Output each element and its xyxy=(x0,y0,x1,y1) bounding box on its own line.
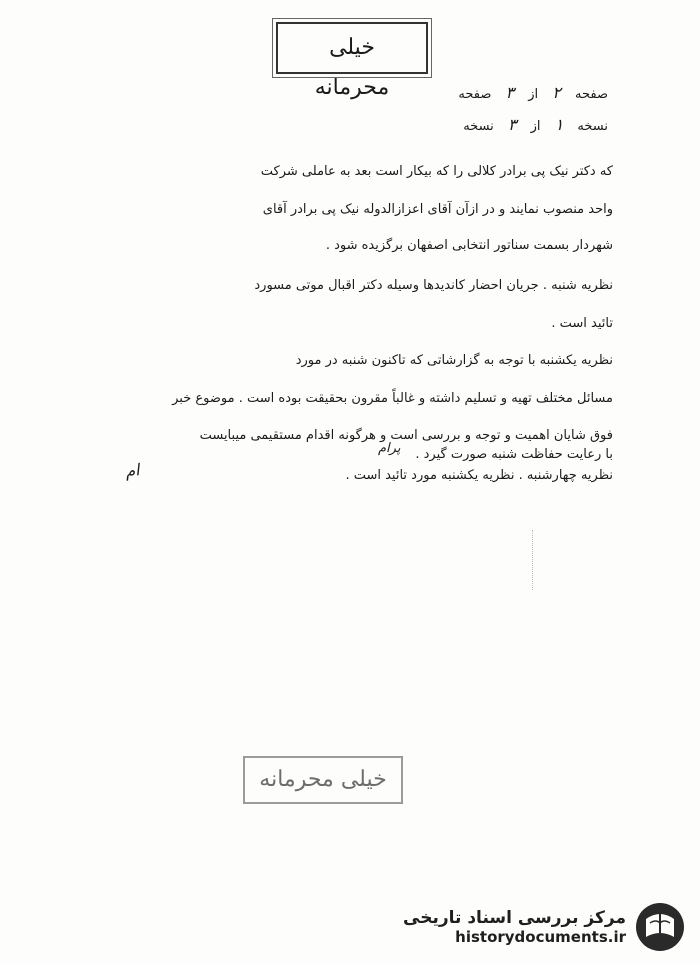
document-body xyxy=(88,0,613,963)
page-total: ۳ xyxy=(505,83,515,102)
archive-name: مرکز بررسی اسناد تاریخی xyxy=(403,908,626,928)
body-line: تائید است . xyxy=(551,316,613,331)
paper-fold-mark xyxy=(532,530,573,590)
archive-watermark xyxy=(403,901,686,953)
body-line: که دکتر نیک پی برادر کلالی را که بیکار است بعد به عاملی شرکت xyxy=(260,164,613,179)
handwritten-note: پرام xyxy=(378,441,401,456)
body-line: واحد منصوب نمایند و در ازآن آقای اعزازالدوله نیک پی برادر آقای xyxy=(262,202,613,217)
page-label: صفحه xyxy=(575,87,608,102)
body-line: مسائل مختلف تهیه و تسلیم داشته و غالباً مقرون بحقیقت بوده است . موضوع خبر xyxy=(172,391,613,406)
body-line: نظریه شنبه . جریان احضار کاندیدها وسیله دکتر اقبال موتی مسورد xyxy=(254,278,613,293)
body-line: نظریه یکشنبه با توجه به گزارشاتی که تاکنون شنبه در مورد xyxy=(295,353,613,368)
confidential-stamp-bottom: خیلی محرمانه xyxy=(243,756,403,804)
copy-from: از xyxy=(530,119,541,134)
confidential-stamp-top: خیلی محرمانه xyxy=(276,22,428,74)
archive-url: historydocuments.ir xyxy=(455,928,626,946)
handwritten-signature: ام xyxy=(123,460,141,481)
archive-logo-icon xyxy=(634,901,686,953)
page-current: ۲ xyxy=(552,83,561,102)
page-from: از xyxy=(528,87,539,102)
copy-label: نسخه xyxy=(577,119,608,134)
page-suffix: صفحه xyxy=(458,87,492,102)
body-line: شهردار بسمت سناتور انتخابی اصفهان برگزیده شود . xyxy=(325,238,613,253)
body-line: فوق شایان اهمیت و توجه و بررسی است و هرگونه اقدام مستقیمی میبایست xyxy=(199,428,613,443)
copy-suffix: نسخه xyxy=(463,119,494,134)
copy-total: ۳ xyxy=(507,115,517,134)
body-line: نظریه چهارشنبه . نظریه یکشنبه مورد تائید است . xyxy=(345,468,613,483)
copy-current: ۱ xyxy=(554,115,564,134)
body-line: با رعایت حفاظت شنبه صورت گیرد . xyxy=(415,447,613,462)
